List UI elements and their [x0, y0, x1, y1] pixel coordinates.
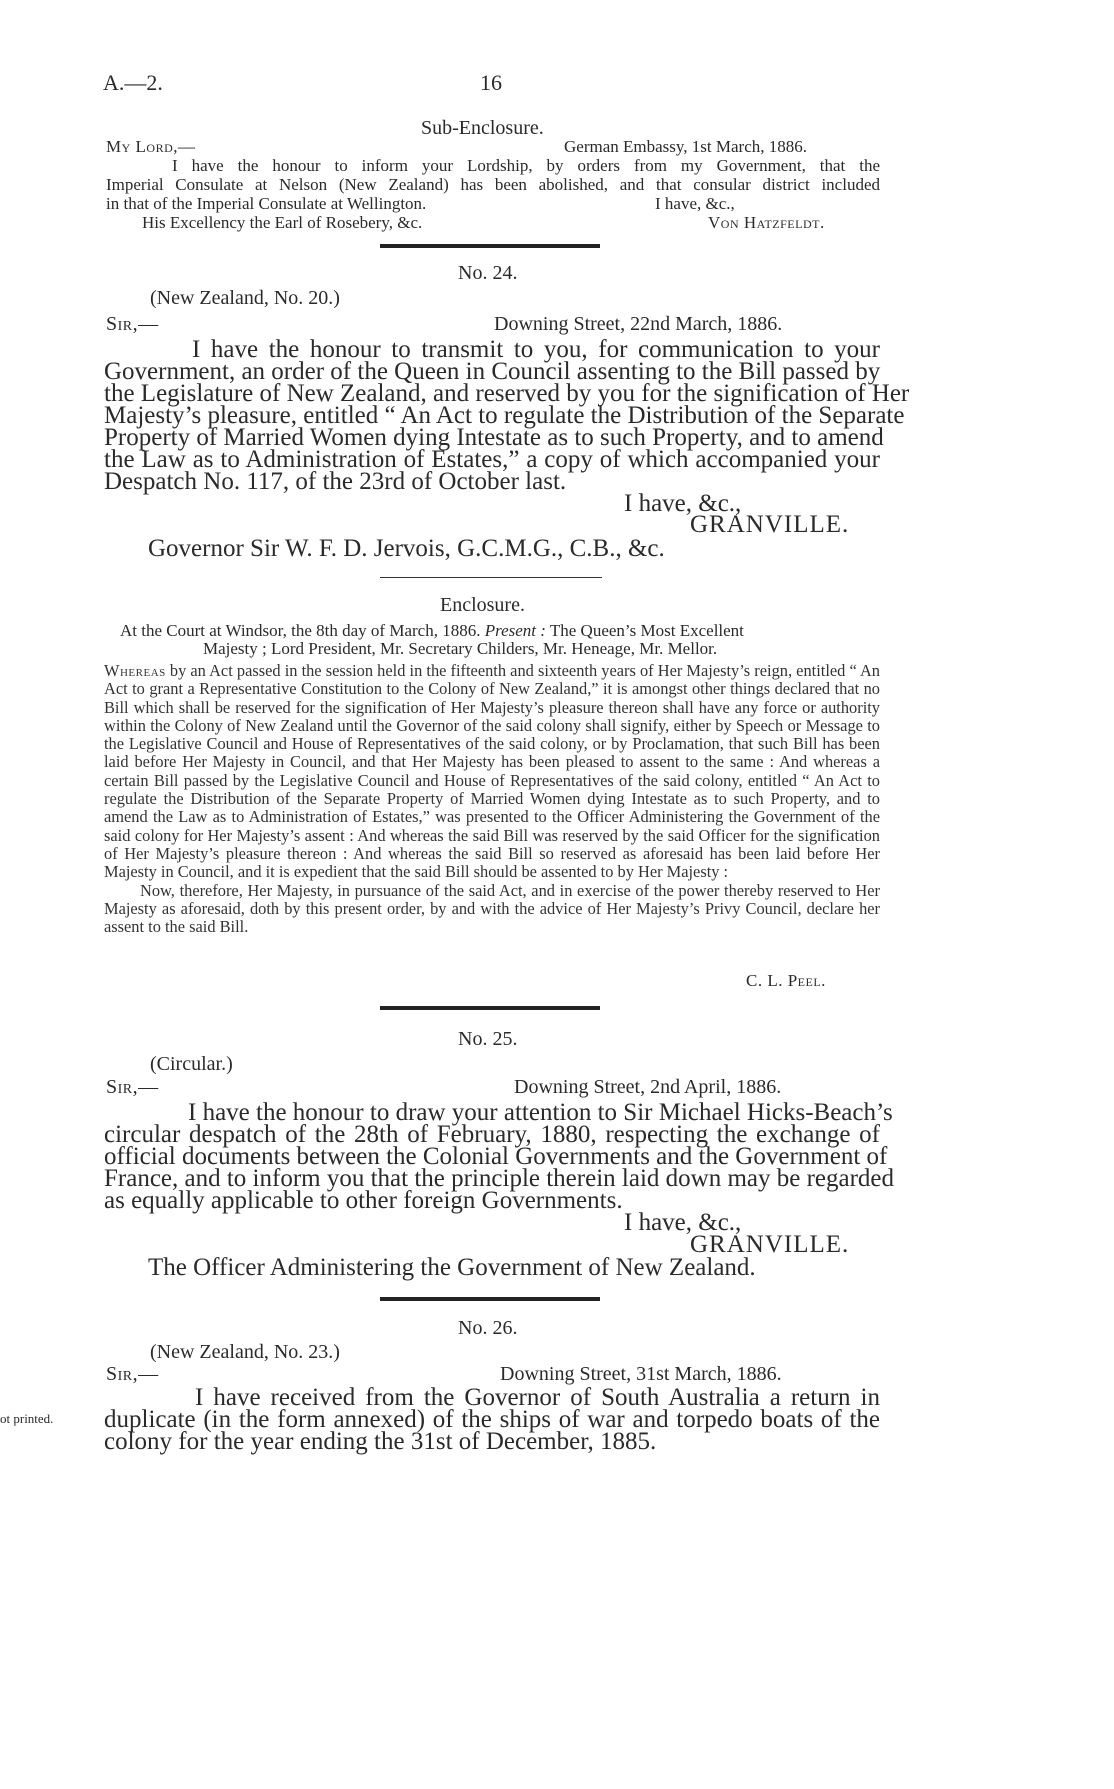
letter-body-line: duplicate (in the form annexed) of the ships of war and torpedo boats of the [104, 1406, 880, 1433]
letter-body-line: circular despatch of the 28th of February, 1880, respecting the exchange of [104, 1121, 880, 1148]
letter-addressee: Governor Sir W. F. D. Jervois, G.C.M.G., C.B., &c. [148, 535, 665, 562]
sub-enclosure-line: I have the honour to inform your Lordship, by orders from my Government, that the [172, 156, 880, 175]
letter-body-line: France, and to inform you that the principle therein laid down may be regarded [104, 1165, 895, 1192]
letter-body-line: Despatch No. 117, of the 23rd of October last. [104, 468, 567, 495]
enclosure-signature: C. L. Peel. [746, 971, 826, 990]
section-divider [380, 1006, 600, 1010]
whereas-word: Whereas [104, 661, 166, 680]
letter-addressee: The Officer Administering the Government of New Zealand. [148, 1254, 756, 1281]
letter-body-line: I have the honour to draw your attention to Sir Michael Hicks-Beach’s [188, 1099, 893, 1126]
letter-number: No. 25. [458, 1028, 518, 1050]
enclosure-paragraph [104, 662, 880, 882]
letter-salutation: Sir,— [106, 313, 159, 335]
enclosure-paragraph: Now, therefore, Her Majesty, in pursuance of the said Act, and in exercise of the power thereby reserved to Her Majesty as aforesaid, doth by this present order, by and with the advice of Her Majesty’s Privy Council, declare her assent to the said Bill. [104, 880, 880, 937]
letter-body-line: Majesty’s pleasure, entitled “ An Act to regulate the Distribution of the Separate [104, 402, 905, 429]
enclosure-heading: Enclosure. [440, 594, 525, 616]
letter-series: (Circular.) [150, 1053, 233, 1075]
letter-place-date: Downing Street, 31st March, 1886. [500, 1363, 782, 1385]
court-present-label: Present : [484, 621, 546, 640]
enclosure-order-text [104, 662, 880, 936]
sub-enclosure-place-date: German Embassy, 1st March, 1886. [564, 137, 807, 156]
letter-closing: I have, &c., [624, 1209, 742, 1236]
court-present-text: The Queen’s Most Excellent [549, 621, 744, 640]
letter-salutation: Sir,— [106, 1076, 159, 1098]
sub-enclosure-closing: I have, &c., [655, 194, 735, 213]
margin-note: ot printed. [0, 1411, 54, 1426]
sub-enclosure-heading: Sub-Enclosure. [421, 117, 544, 139]
sub-enclosure-line: in that of the Imperial Consulate at Wellington. [106, 194, 427, 213]
letter-series: (New Zealand, No. 20.) [150, 287, 340, 309]
letter-body-line: the Legislature of New Zealand, and reserved by you for the signification of Her [104, 380, 910, 407]
court-date: At the Court at Windsor, the 8th day of March, 1886. [120, 621, 481, 640]
paragraph-body: by an Act passed in the session held in the fifteenth and sixteenth years of Her Majesty’s reign, entitled “ An Act to grant a Representative Constitution to the Colony of New Zealand,” it is amongst other things declared that no Bill which shall be reserved for the signification of Her Majesty’s pleasure thereon shall have any force or authority within the Colony of New Zealand until the Governor of the said colony shall signify, either by Speech or Message to the Legislative Council and House of Representatives of the said colony, or by Proclamation, that such Bill has been laid before Her Majesty in Council, and that Her Majesty has been pleased to assent to the same : And whereas a certain Bill passed by the Legislative Council and House of Representatives of the said colony, entitled “ An Act to regulate the Distribution of the Separate Property of Married Women dying Intestate as to such Property, and to amend the Law as to Administration of Estates,” was presented to the Officer Administering the Government of the said colony for Her Majesty’s assent : And whereas the said Bill was reserved by the said Officer for the signification of Her Majesty’s pleasure thereon : And whereas the said Bill so reserved as aforesaid has been laid before Her Majesty in Council, and it is expedient that the said Bill should be assented to by Her Majesty : [104, 661, 880, 882]
document-reference: A.—2. [103, 70, 163, 95]
letter-signature: GRANVILLE. [690, 1231, 850, 1258]
section-divider [380, 244, 600, 248]
letter-place-date: Downing Street, 2nd April, 1886. [514, 1076, 782, 1098]
sub-enclosure-salutation: My Lord,— [106, 137, 196, 156]
letter-body-line: Government, an order of the Queen in Council assenting to the Bill passed by [104, 358, 881, 385]
letter-body-line: I have the honour to transmit to you, for communication to your [192, 336, 880, 363]
letter-signature: GRANVILLE. [690, 511, 850, 538]
letter-closing: I have, &c., [624, 490, 742, 517]
letter-place-date: Downing Street, 22nd March, 1886. [494, 313, 783, 335]
letter-body-line: official documents between the Colonial Governments and the Government of [104, 1143, 888, 1170]
sub-enclosure-line: Imperial Consulate at Nelson (New Zealand) has been abolished, and that consular district included [106, 175, 880, 194]
letter-body-line: colony for the year ending the 31st of December, 1885. [104, 1428, 657, 1455]
sub-enclosure-signature: Von Hatzfeldt. [708, 213, 825, 232]
letter-number: No. 26. [458, 1317, 518, 1339]
letter-body-line: Property of Married Women dying Intestate as to such Property, and to amend [104, 424, 884, 451]
section-divider [380, 1297, 600, 1301]
letter-body-line: I have received from the Governor of South Australia a return in [195, 1384, 880, 1411]
enclosure-court-line [120, 621, 744, 640]
letter-series: (New Zealand, No. 23.) [150, 1341, 340, 1363]
letter-number: No. 24. [458, 262, 518, 284]
letter-body-line: the Law as to Administration of Estates,” a copy of which accompanied your [104, 446, 880, 473]
sub-enclosure-addressee: His Excellency the Earl of Rosebery, &c. [142, 213, 423, 232]
enclosure-divider [380, 577, 602, 578]
page-number: 16 [480, 70, 502, 95]
letter-salutation: Sir,— [106, 1363, 159, 1385]
letter-body-line: as equally applicable to other foreign Governments. [104, 1187, 623, 1214]
enclosure-court-line-2: Majesty ; Lord President, Mr. Secretary Childers, Mr. Heneage, Mr. Mellor. [203, 639, 718, 658]
